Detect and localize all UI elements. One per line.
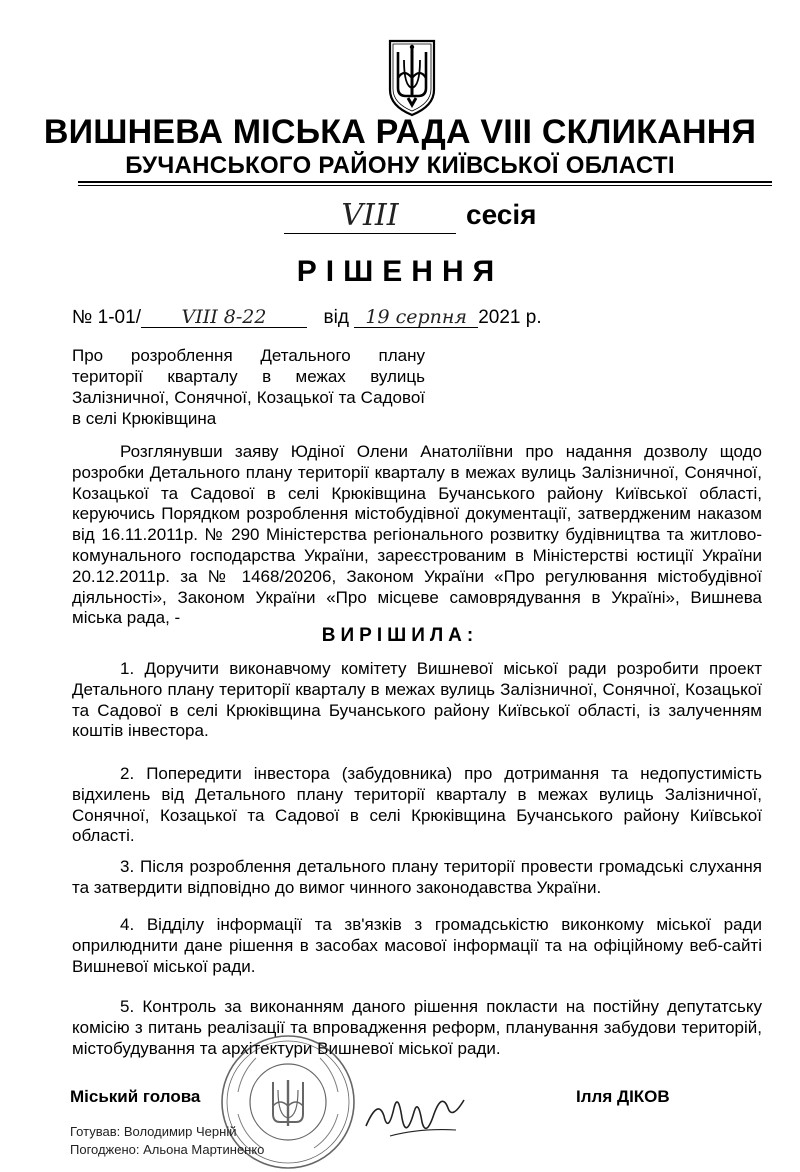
resolved-heading: ВИРІШИЛА: bbox=[321, 625, 479, 646]
preamble-paragraph: Розглянувши заяву Юдіної Олени Анатоліївни про надання дозволу щодо розробки Детального плану території кварталу в межах вулиць Залізничної, Сонячної, Козацької та Садової в селі Крюківщина Бучанського району Київської області, керуючись Порядком розроблення містобудівної документації, затвердженим наказом від 16.11.2011р. № 290 Міністерства регіонального розвитку будівництва та житлово-комунального господарства України, зареєстрованим в Міністерстві юстиції України 20.12.2011р. за № 1468/20206, Законом України «Про регулювання містобудівної діяльності», Законом України «Про місцеве самоврядування в Україні», Вишнева міська рада, - bbox=[72, 442, 762, 628]
document-title: РІШЕННЯ bbox=[296, 255, 504, 288]
handwritten-signature-icon bbox=[360, 1078, 470, 1148]
session-word: сесія bbox=[466, 199, 537, 230]
resolution-item-3: 3. Після розроблення детального плану території провести громадські слухання та затвердити відповідно до вимог чинного законодавства України. bbox=[72, 857, 762, 897]
council-title: ВИШНЕВА МІСЬКА РАДА VIII СКЛИКАННЯ bbox=[43, 113, 757, 151]
session-number: VIII bbox=[341, 198, 399, 233]
resolution-item-5: 5. Контроль за виконанням даного рішення покласти на постійну депутатську комісію з питань реалізації та впровадження реформ, планування забудови територій, містобудування та архітектури Вишневої міської ради. bbox=[72, 997, 762, 1058]
resolution-item-2: 2. Попередити інвестора (забудовника) про дотримання та недопустимість відхилень від Детального плану території кварталу в межах вулиць Залізничної, Сонячної, Козацької та Садової в селі Крюківщина Бучанського району Київської області. bbox=[72, 764, 762, 846]
header-rule-thin bbox=[78, 185, 772, 186]
decision-subject: Про розроблення Детального плану території кварталу в межах вулиць Залізничної, Сонячної, Козацької та Садової в селі Крюківщина bbox=[72, 346, 425, 428]
decision-number-prefix: № 1-01/ bbox=[72, 307, 141, 328]
signatory-position: Міський голова bbox=[70, 1087, 201, 1106]
prepared-by: Готував: Володимир Черній bbox=[70, 1124, 237, 1139]
signatory-name: Ілля ДІКОВ bbox=[576, 1087, 670, 1106]
header-rule bbox=[78, 181, 772, 183]
trident-emblem-icon bbox=[386, 38, 438, 118]
decision-date-handwritten: 19 серпня bbox=[354, 305, 478, 328]
council-subtitle: БУЧАНСЬКОГО РАЙОНУ КИЇВСЬКОЇ ОБЛАСТІ bbox=[125, 152, 675, 179]
registration-line bbox=[72, 305, 542, 330]
resolution-item-1: 1. Доручити виконавчому комітету Вишневої міської ради розробити проект Детального плану території кварталу в межах вулиць Залізничної, Сонячної, Козацької та Садової в селі Крюківщина Бучанського району Київської області, із залученням коштів інвестора. bbox=[72, 659, 762, 741]
date-prefix: від bbox=[323, 307, 349, 328]
decision-number-handwritten: VIII 8-22 bbox=[141, 305, 307, 328]
resolution-item-4: 4. Відділу інформації та зв'язків з громадськістю виконкому міської ради оприлюднити дане рішення в засобах масової інформації та на офіційному веб-сайті Вишневої міської ради. bbox=[72, 915, 762, 976]
agreed-by: Погоджено: Альона Мартиненко bbox=[70, 1142, 265, 1157]
decision-year: 2021 р. bbox=[478, 307, 542, 328]
